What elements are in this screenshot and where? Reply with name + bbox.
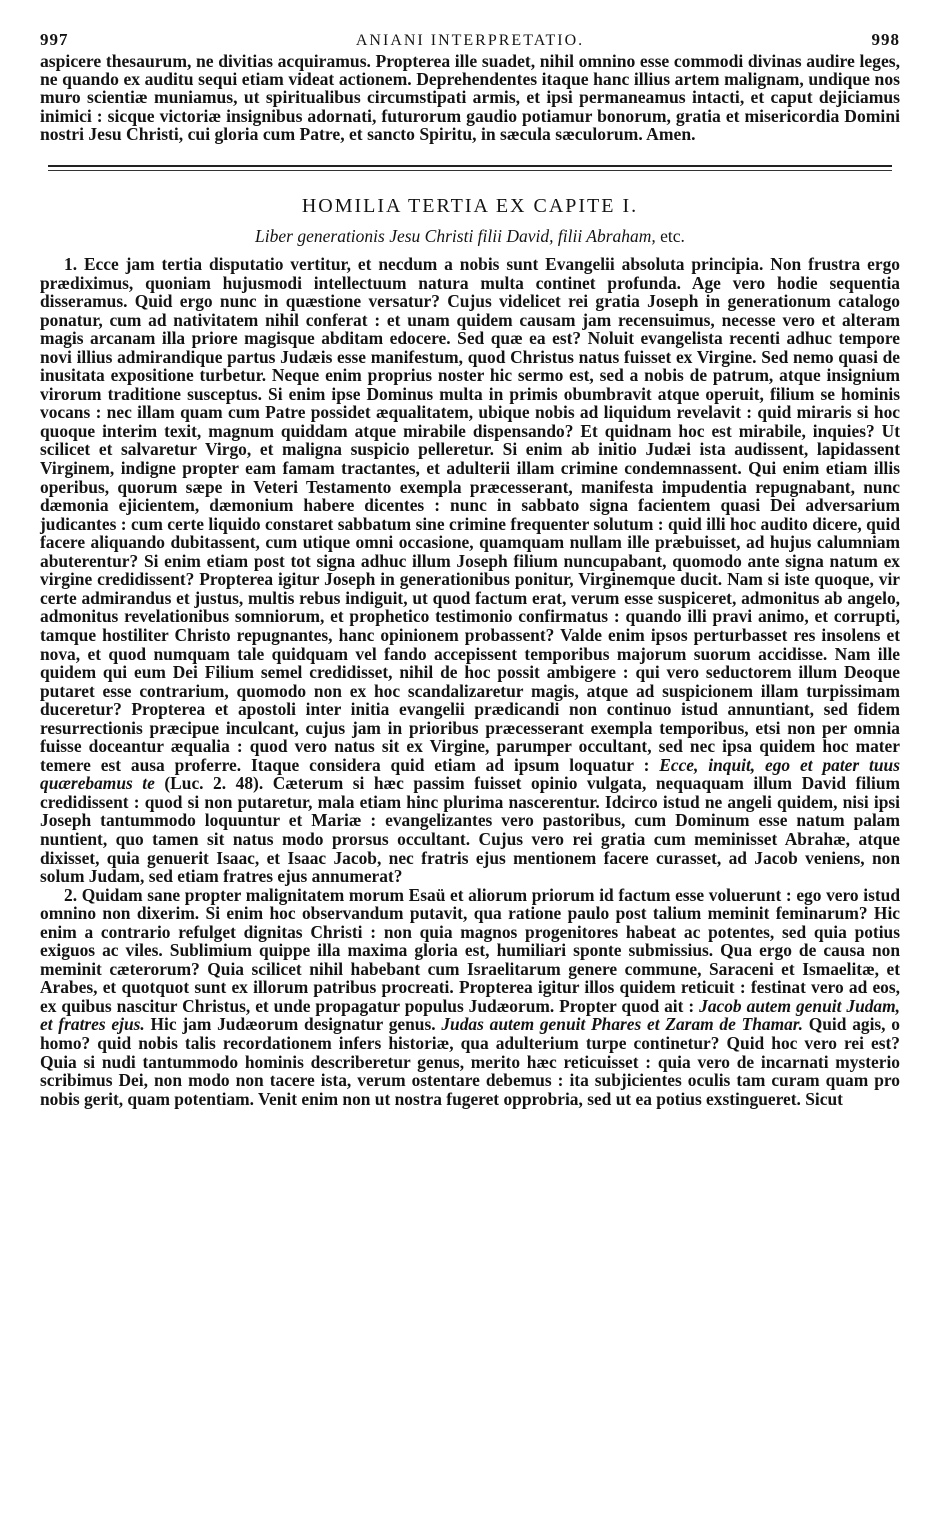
- carryover-section: [40, 52, 900, 143]
- section-divider: [48, 165, 892, 167]
- paragraph-2-quote-2: Judas autem genuit Phares et Zaram de Thamar.: [441, 1014, 803, 1035]
- page-header: [40, 30, 900, 52]
- paragraph-2-text-a: 2. Quidam sane propter malignitatem morum Esaü et aliorum priorum id factum esse voluerunt : ego vero istud omnino non dixerim. Si enim hoc observandum putavit, qua ratione paulo post talium meminit feminarum? Hic enim a contrario refulget dignitas Christi : non quia magnos progenitores habeat ac potentes, sed quia potius exiguos ac viles. Sublimium quippe illa maxima gloria est, humiliari sponte submissius. Qua ergo de causa non meminit cæterorum? Quia scilicet nihil habebant cum Israelitarum genere commune, Saraceni et Ismaelitæ, et Arabes, et quotquot sunt ex illorum patribus procreati. Propterea igitur illos quidem reticuit : festinat vero ad eos, ex quibus nascitur Christus, et unde propagatur populus Judæorum. Propter quod ait :: [40, 884, 900, 1016]
- page-number-left: 997: [40, 30, 69, 49]
- page-number-right: 998: [871, 30, 900, 49]
- homily-body: [40, 255, 900, 1108]
- carryover-paragraph: aspicere thesaurum, ne divitias acquiramus. Propterea ille suadet, nihil omnino esse commodi divinas audire leges, ne quando ex auditu sequi etiam videat actionem. Deprehendentes itaque hanc illius artem malignam, undique nos muro scientiæ muniamus, ut spiritualibus circumstipati armis, et ipsi permaneamus intacti, et caput dejiciamus inimici : sicque victoriæ insignibus adornati, futurorum gaudio potiamur bonorum, gratia et misericordia Domini nostri Jesu Christi, cui gloria cum Patre, et sancto Spiritu, in sæcula sæculorum. Amen.: [40, 51, 900, 144]
- paragraph-1-quote: Ecce, inquit, ego et pater tuus quærebamus te: [40, 754, 900, 794]
- paragraph-2: [40, 886, 900, 1109]
- paragraph-2-text-b: Hic jam Judæorum designatur genus.: [144, 1014, 442, 1035]
- homily-title: HOMILIA TERTIA EX CAPITE I.: [301, 195, 639, 218]
- homily-subtitle: [40, 226, 900, 247]
- paragraph-2-text-c: Quid agis, o homo? quid nobis talis recordationem infers historiæ, qua adulterium turpe continetur? Quid hoc vero rei est? Quia si nudi tantummodo hominis describeretur genus, merito hæc reticuisset : quia vero de incarnati mysterio scribimus Dei, non modo non tacere ista, verum ostentare debemus : ita subjicientes oculis tam curam quam pro nobis gerit, quam potentiam. Venit enim non ut nostra fugeret opprobria, sed ut ea potius exstingueret. Sicut: [40, 1014, 900, 1109]
- paragraph-1-text-a: 1. Ecce jam tertia disputatio vertitur, et necdum a nobis sunt Evangelii absoluta principia. Non frustra ergo prædiximus, quoniam hujusmodi intellectuum natura multa continet profunda. Age vero hodie sequentia disseramus. Quid ergo nunc in quæstione versatur? Cujus videlicet rei gratia Joseph in generationum catalogo ponatur, cum ad nativitatem nihil conferat : et unam quidem causam jam recensuimus, necesse vero et alteram magis arcanam illa priore magisque abditam edocere. Sed quæ ea est? Noluit evangelista recenti adhuc tempore novi illius admirandique partus Judæis esse manifestum, quod Christus natus fuisset ex Virgine. Sed nemo quasi de inusitata expositione turbetur. Neque enim proprius noster hic sermo est, sed a nobis de patrum, atque insignium virorum traditione susceptus. Si enim ipse Dominus multa in primis obumbravit atque operuit, filium se hominis vocans : nec illam quam cum Patre possidet æqualitatem, ubique nobis ad liquidum revelavit : quid miraris si hoc quoque interim texit, magnum quiddam atque mirabile dispensando? Et quidnam hoc est mirabile, inquies? Ut scilicet et salvaretur Virgo, et maligna suspicio pelleretur. Si enim ab initio Judæi ista audissent, lapidassent Virginem, indigne propter eam famam tractantes, et adulterii illam crimine condemnassent. Qui enim etiam illis operibus, quorum sæpe in Veteri Testamento exempla præcesserant, manifesta impudentia repugnabant, nunc dæmonia ejicientem, dæmonium habere dicentes : nunc in sabbato signa facientem quasi Dei adversarium judicantes : cum certe liquido constaret sabbatum sine crimine frequenter solutum : quid illi hoc audito dicere, quid facere aliquando dubitassent, cum utique omni occasione, quamquam nullam ille præbuisset, ad hujus calumniam abuterentur? Si enim etiam post tot signa adhuc illum Joseph filium nuncupabant, quomodo ante signa natum ex virgine credidissent? Propterea igitur Joseph in generationibus ponitur, Virginemque ducit. Nam si iste quoque, vir certe admirandus et justus, multis rebus indiguit, ut quod factum erat, verum esse suspiceret, admonitus ab angelo, admonitus revelationibus somniorum, et prophetico testimonio confirmatus : quando illi pravi animo, et corrupti, tamque hostiliter Christo repugnantes, hanc opinionem probassent? Valde enim ipsos perturbasset res insolens et nova, et quod numquam tale quidquam vel fando accepissent temporibus majorum suorum accidisse. Nam ille quidem qui eum Dei Filium semel credidisset, nihil de hoc possit ambigere : qui vero seductorem illum Deoque putaret esse contrarium, quomodo non ex hoc scandalizaretur magis, atque ad suspicionem illam turpissimam duceretur? Propterea et apostoli inter initia evangelii prædicandi non continuo istud annuntiant, sed fidem resurrectionis præcipue inculcant, cujus jam in prioribus præcesserant exempla temporibus, etsi non per omnia fuisse doceantur æqualia : quod vero natus sit ex Virgine, parumper occultant, sed nec ipsa quidem hoc mater temere est ausa proferre. Itaque considera quid etiam ad ipsum loquatur :: [40, 254, 900, 775]
- subtitle-scripture: Liber generationis Jesu Christi filii David, filii Abraham,: [255, 226, 656, 247]
- section-divider-thin: [48, 170, 892, 171]
- paragraph-1: [40, 255, 900, 886]
- running-title: ANIANI INTERPRETATIO.: [355, 32, 585, 49]
- subtitle-etc: etc.: [655, 226, 685, 247]
- paragraph-2-quote-1: Jacob autem genuit Judam, et fratres ejus.: [40, 995, 901, 1035]
- paragraph-1-text-b: (Luc. 2. 48). Cæterum si hæc passim fuisset opinio vulgata, nequaquam illum David filium credidissent : quod si non putaretur, mala etiam hinc plurima nascerentur. Idcirco istud ne angeli quidem, nisi ipsi Joseph tantummodo loquuntur et Mariæ : evangelizantes vero pastoribus, cum Dominum esse natum palam nuntient, quo tamen sit natus modo prorsus occultant. Cujus vero rei gratia cum meminisset Abrahæ, atque dixisset, quia genuerit Isaac, et Isaac Jacob, nec fratris ejus mentionem facere curasset, ad Jacob veniens, non solum Judam, sed etiam fratres ejus annumerat?: [40, 773, 900, 887]
